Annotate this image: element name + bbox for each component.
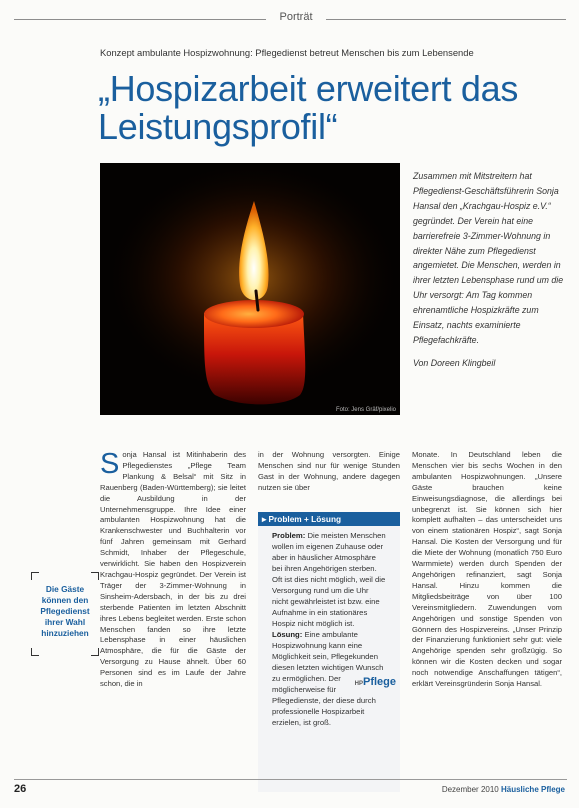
candle-illustration [100, 163, 400, 415]
dropcap: S [100, 448, 120, 480]
candle-wick [256, 291, 258, 310]
body-text-1: onja Hansal ist Mitinhaberin des Pflegedienstes „Pflege Team Plankung & Belsal“ mit Sitz in Rauenberg (Baden-Württemberg); sie leitet die Ausbildung in der Unternehmensgruppe. Ihre Idee einer ambulanten Hospizwohnung hat die Krankenschwester und Buchhalterin vor fünf Jahren gemeinsam mit Gerhard Schmidt, Inhaber der Pflegeschule, verwirklicht. Sie haben den Hospizverein Krachgau-Hospiz gegründet. Der Verein ist Träger der 3-Zimmer-Wohnung in Sinsheim-Adersbach, in der bis zu drei sterbende Patienten im letzten Abschnitt ihres Lebens begleitet werden. Erste schon Menschen fanden so ihre letzte Lebensphase in einer häuslichen Atmosphäre, die für die Gäste der Versorgung zu Hause ähnelt. Über 60 Personen sind es im Laufe der Jahre schon, die in [100, 450, 246, 689]
pullquote-corner-br [91, 648, 99, 656]
photo-credit: Foto: Jens Gräf/pixelio [335, 407, 396, 413]
pullquote [31, 572, 99, 656]
candle-top [204, 300, 304, 328]
body-text-3: Monate. In Deutschland leben die Menschen vier bis sechs Wochen in den ambulanten Hospizwohnungen. „Unsere Gäste brauchen keine Einweisungsdiagnose, die allerdings bei unbegrenzt ist. Sie können sich hier komplett aufhalten – das unterscheidet uns von einem stationären Hospiz“, sagt Sonja Hansal. Die Kosten der Versorgung und für die Miete der Wohnung (monatlich 750 Euro Warmmiete) werden durch Spenden der Angehörigen refinanziert, sagt Sonja Hansal. Hinzu kommen die Mitgliedsbeiträge von über 100 Vereinsmitgliedern. Zuwendungen vom Angehörigen und sonstige Spenden von Gönnern des Hospizvereins. „Unser Prinzip der Finanzierung funktioniert sehr gut: viele Angehörige spenden sehr großzügig. So können wir die Kosten decken und sogar noch notwendige Anschaffungen tätigen“, erklärt Vereinsgründerin Sonja Hansal. [412, 450, 562, 689]
article-teaser [413, 169, 571, 371]
logo-word: Pflege [362, 676, 396, 688]
article-byline: Von Doreen Klingbeil [413, 357, 496, 368]
solution-label: Lösung: [272, 630, 303, 639]
pullquote-corner-tl [31, 572, 39, 580]
info-box [258, 512, 400, 792]
body-column-3 [412, 450, 562, 690]
info-box-title-text: Problem + Lösung [268, 514, 342, 524]
folio-rule [14, 779, 567, 780]
issue-line [442, 785, 565, 794]
logo-small: HP [354, 681, 363, 687]
info-box-body [258, 526, 400, 728]
body-column-1 [100, 450, 246, 690]
solution-text: Eine ambulante Hospizwohnung kann eine Möglichkeit sein, Pflegekunden diesen letzten wichtigen Wunsch zu ermöglichen. Der möglicherweise für Pflegedienste, der diese durch professionelle Hospizarbeit erzielen, ist groß. [272, 630, 384, 727]
pullquote-corner-tr [91, 572, 99, 580]
header-rule-left [14, 19, 266, 20]
article-kicker: Konzept ambulante Hospizwohnung: Pflegedienst betreut Menschen bis zum Lebensende [100, 47, 474, 58]
problem-text: Die meisten Menschen wollen im eigenen Zuhause oder aber in häuslicher Atmosphäre bei ihren Angehörigen sterben. Oft ist dies nicht möglich, weil die Versorgung rund um die Uhr nicht gewährleistet ist bzw. eine Aufnahme in ein stationäres Hospiz nicht möglich ist. [272, 531, 386, 628]
info-box-arrow-icon: ▸ [262, 514, 269, 524]
issue-date: Dezember 2010 [441, 785, 501, 794]
body-text-2: in der Wohnung versorgten. Einige Menschen sind nur für wenige Stunden Gast in der Wohnung, andere dagegen nutzen sie über [258, 450, 400, 492]
body-column-2 [258, 450, 400, 494]
info-box-logo [355, 676, 396, 688]
problem-label: Problem: [272, 531, 306, 540]
article-headline [98, 70, 568, 146]
page-number: 26 [14, 783, 27, 795]
info-box-title [258, 512, 400, 526]
headline-line-2: Leistungsprofil“ [98, 106, 338, 147]
pullquote-text: Die Gäste können den Pflegedienst ihrer Wahl hinzuziehen [40, 584, 90, 638]
pullquote-corner-bl [31, 648, 39, 656]
headline-line-1: „Hospizarbeit erweitert das [98, 68, 519, 109]
section-label: Porträt [279, 11, 313, 23]
teaser-text: Zusammen mit Mitstreitern hat Pflegedienst-Geschäftsführerin Sonja Hansal den „Krachgau-Hospiz e.V.“ gegründet. Der Verein hat eine barrierefreie 3-Zimmer-Wohnung in direkter Nähe zum Pflegedienst angemietet. Die Menschen, werden in ihrer letzten Lebensphase rund um die Uhr versorgt: Am Tag kommen ehrenamtliche Hospizkräfte zum Einsatz, nachts examinierte Pflegefachkräfte. [413, 171, 564, 345]
header-rule-right [326, 19, 566, 20]
magazine-name: Häusliche Pflege [500, 785, 565, 794]
candle-photo [100, 163, 400, 415]
